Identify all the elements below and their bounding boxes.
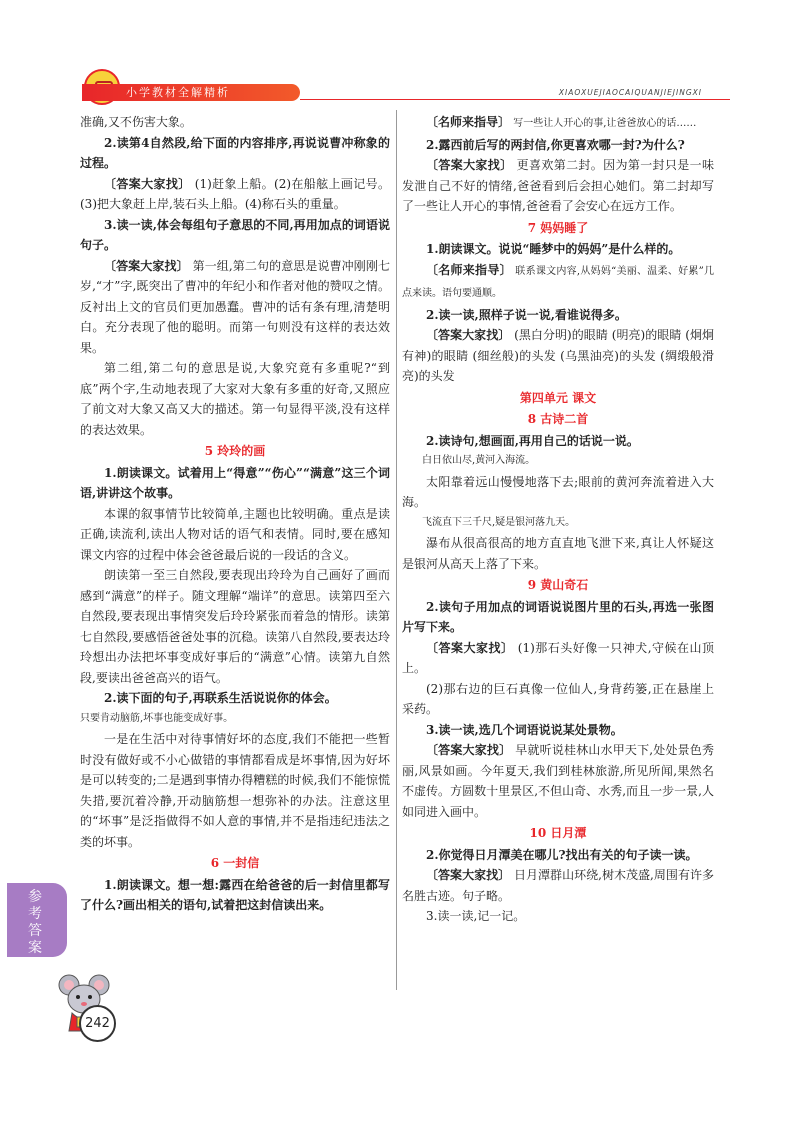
header-title: 小学教材全解精析 xyxy=(126,86,230,99)
paragraph xyxy=(402,135,714,156)
answer-text: 第一组,第二句的意思是说曹冲刚刚七岁,“才”字,既突出了曹冲的年纪小和作者对他的赞叹之情。反衬出上文的官员们更加愚蠢。曹冲的话有条有理,清楚明白。充分表现了他的聪明。而第一句则没有这样的表达效果。 xyxy=(80,258,390,355)
paragraph xyxy=(402,260,714,305)
paragraph xyxy=(402,597,714,638)
lesson-title: 第四单元 课文 xyxy=(519,390,597,405)
question-text: 1.朗读课文。试着用上“得意”“伤心”“满意”这三个词语,讲讲这个故事。 xyxy=(80,465,390,500)
header-rule xyxy=(300,99,730,100)
paragraph xyxy=(402,720,714,741)
paragraph xyxy=(402,325,714,387)
answer-text: 早就听说桂林山水甲天下,处处景色秀丽,风景如画。今年夏天,我们到桂林旅游,所见所闻,果然名不虚传。方圆数十里景区,不但山奇、水秀,而且一步一景,人如同进入画中。 xyxy=(402,743,714,819)
answer-text: (1)那石头好像一只神犬,守候在山顶上。 xyxy=(402,640,714,675)
question-text: 2.你觉得日月潭美在哪儿?找出有关的句子读一读。 xyxy=(426,847,698,862)
question-text: 〔答案大家找〕 xyxy=(426,743,512,757)
paragraph xyxy=(80,256,390,359)
paragraph xyxy=(80,215,390,256)
lesson-title: 5 玲玲的画 xyxy=(204,444,266,458)
paragraph: 太阳靠着远山慢慢地落下去;眼前的黄河奔流着进入大海。 xyxy=(402,474,714,509)
question-text: 2.读句子用加点的词语说说图片里的石头,再选一张图片写下来。 xyxy=(402,599,714,634)
paragraph: 白日依山尽,黄河入海流。 xyxy=(422,455,536,466)
question-text: 2.读一读,照样子说一说,看谁说得多。 xyxy=(426,307,627,322)
right-column xyxy=(402,112,714,927)
paragraph: 本课的叙事情节比较简单,主题也比较明确。重点是读正确,读流利,读出人物对话的语气和表情。同时,要在感知课文内容的过程中体会爸爸最后说的一段话的含义。 xyxy=(80,506,390,562)
lesson-title: 8 古诗二首 xyxy=(527,412,589,426)
answer-key-label: 参考答案 xyxy=(28,889,42,956)
paragraph: 准确,又不伤害大象。 xyxy=(80,115,192,129)
paragraph: (2)那右边的巨石真像一位仙人,身背药篓,正在悬崖上采药。 xyxy=(402,681,714,716)
left-column xyxy=(80,112,390,916)
paragraph xyxy=(402,112,714,135)
question-text: 2.读下面的句子,再联系生活说说你的体会。 xyxy=(104,691,337,705)
lesson-title: 9 黄山奇石 xyxy=(527,578,589,592)
paragraph: 瀑布从很高很高的地方直直地飞泄下来,真让人怀疑这是银河从高天上落了下来。 xyxy=(402,536,714,571)
paragraph: 只要肯动脑筋,坏事也能变成好事。 xyxy=(80,712,234,724)
column-divider xyxy=(396,110,397,990)
lesson-title: 6 一封信 xyxy=(210,856,260,870)
lesson-title: 7 妈妈睡了 xyxy=(527,220,589,235)
question-text: 2.读诗句,想画面,再用自己的话说一说。 xyxy=(426,433,639,448)
header-banner xyxy=(82,84,300,101)
paragraph xyxy=(402,845,714,866)
paragraph: 第二组,第二句的意思是说,大象究竟有多重呢?“到底”两个字,生动地表现了大家对大象有多重的好奇,又照应了前文对大象又高又大的描述。第一句显得平淡,没有这样的表达效果。 xyxy=(80,361,390,437)
answer-text: 写一些让人开心的事,让爸爸放心的话…… xyxy=(510,118,697,129)
paragraph: 一是在生活中对待事情好坏的态度,我们不能把一些暂时没有做好或不小心做错的事情都看成是坏事情,因为好坏是可以转变的;二是遇到事情办得糟糕的时候,我们不能惊慌失措,要沉着冷静,开动脑筋想一想弥补的办法。注意这里的“坏事”是泛指做得不如人意的事情,并不是指违纪违法之类的坏事。 xyxy=(80,732,390,849)
answer-text: 联系课文内容,从妈妈“美丽、温柔、好累”几点来读。语句要通顺。 xyxy=(402,265,714,299)
question-text: 2.读第4自然段,给下面的内容排序,再说说曹冲称象的过程。 xyxy=(80,135,390,170)
answer-text: 更喜欢第二封。因为第一封只是一味发泄自己不好的情绪,爸爸看到后会担心她们。第二封却写了一些让人开心的事情,爸爸看了会安心在远方工作。 xyxy=(402,158,714,213)
paragraph xyxy=(402,431,714,452)
paragraph: 朗读第一至三自然段,要表现出玲玲为自己画好了画而感到“满意”的样子。随文理解“端详”的意思。读第四至六自然段,要表现出事情突发后玲玲紧张而着急的情形。读第七自然段,要感悟爸爸处事的沉稳。读第八自然段,要表达玲玲想出办法把坏事变成好事后的“满意”心情。读第九自然段,要读出爸爸高兴的语气。 xyxy=(80,568,390,685)
paragraph xyxy=(80,133,390,174)
paragraph xyxy=(402,740,714,822)
paragraph: 3.读一读,记一记。 xyxy=(426,909,526,923)
paragraph xyxy=(402,638,714,679)
page-number: 242 xyxy=(79,1005,116,1042)
question-text: 〔答案大家找〕 xyxy=(426,868,511,882)
paragraph xyxy=(80,688,390,709)
answer-text: (黑白分明)的眼睛 (明亮)的眼睛 (炯炯有神)的眼睛 (细丝般)的头发 (乌黑油亮)的头发 (绸缎般滑亮)的头发 xyxy=(402,328,714,383)
question-text: 3.读一读,体会每组句子意思的不同,再用加点的词语说句子。 xyxy=(80,217,390,252)
question-text: 〔答案大家找〕 xyxy=(426,328,511,342)
question-text: 〔答案大家找〕 xyxy=(104,176,191,191)
question-text: 1.朗读课文。说说“睡梦中的妈妈”是什么样的。 xyxy=(426,242,681,256)
answer-key-tab xyxy=(7,883,67,957)
question-text: 1.朗读课文。想一想:露西在给爸爸的后一封信里都写了什么?画出相关的语句,试着把这封信读出来。 xyxy=(80,877,390,912)
question-text: 〔答案大家找〕 xyxy=(104,258,189,273)
question-text: 〔答案大家找〕 xyxy=(426,158,513,172)
paragraph xyxy=(402,865,714,906)
paragraph xyxy=(402,239,714,260)
question-text: 〔名师来指导〕 xyxy=(426,262,512,277)
paragraph xyxy=(402,305,714,326)
lesson-title: 10 日月潭 xyxy=(529,826,587,840)
paragraph xyxy=(80,875,390,916)
header-pinyin: XIAOXUEJIAOCAIQUANJIEJINGXI xyxy=(558,88,702,97)
question-text: 〔答案大家找〕 xyxy=(426,640,514,655)
question-text: 3.读一读,选几个词语说说某处景物。 xyxy=(426,722,623,737)
paragraph xyxy=(402,155,714,217)
answer-text: 日月潭群山环绕,树木茂盛,周围有许多名胜古迹。句子略。 xyxy=(402,868,714,903)
answer-text: (1)赶象上船。(2)在船舷上画记号。(3)把大象赶上岸,装石头上船。(4)称石头的重量。 xyxy=(80,176,390,211)
paragraph xyxy=(80,463,390,504)
paragraph xyxy=(80,174,390,215)
question-text: 2.露西前后写的两封信,你更喜欢哪一封?为什么? xyxy=(426,137,685,152)
question-text: 〔名师来指导〕 xyxy=(426,115,511,129)
paragraph: 飞流直下三千尺,疑是银河落九天。 xyxy=(422,516,576,528)
